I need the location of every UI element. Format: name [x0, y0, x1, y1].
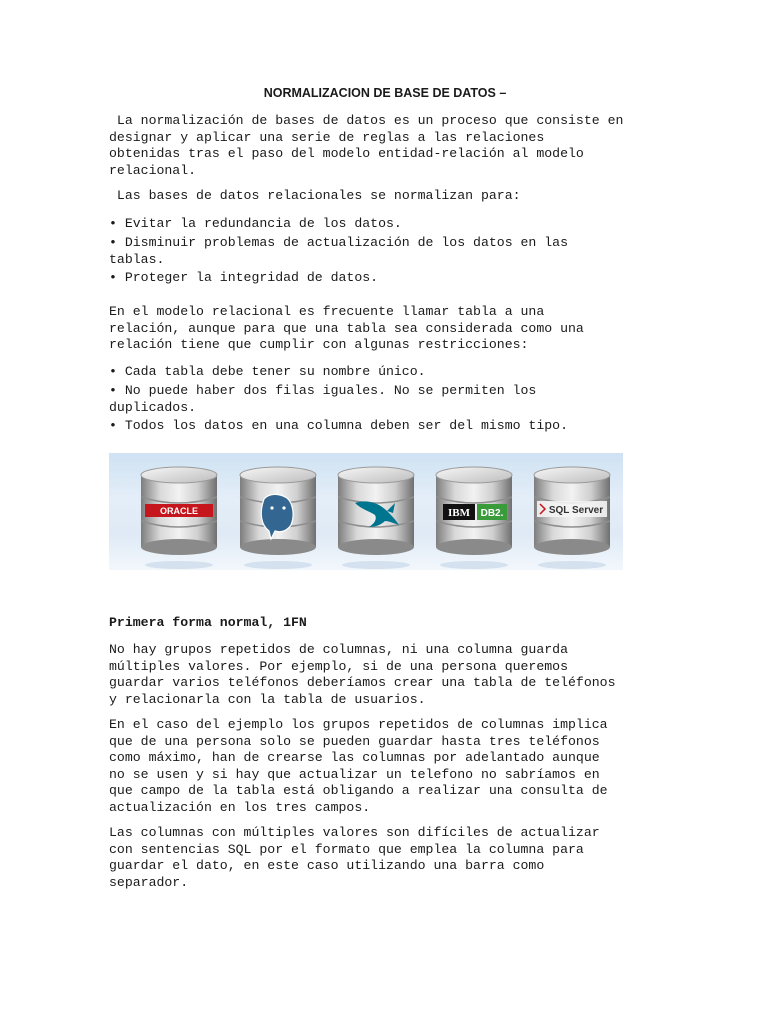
paragraph-1: No hay grupos repetidos de columnas, ni una columna guarda múltiples valores. Por ejemplo, si de una persona queremos guardar varios teléfonos deberíamos crear una tabla de teléfonos y relacionarla con la tabla de usuarios. — [109, 642, 616, 707]
postgresql-database-icon — [240, 467, 316, 569]
sqlserver-logo-text: SQL Server — [548, 505, 604, 516]
intro-paragraph: La normalización de bases de datos es un proceso que consiste en designar y aplicar una serie de reglas a las relaciones obtenidas tras el paso del modelo entidad-relación al modelo relacional. — [109, 113, 624, 178]
restriction-bullet: • Cada tabla debe tener su nombre único. — [109, 364, 426, 379]
purpose-intro: Las bases de datos relacionales se normalizan para: — [109, 188, 521, 203]
paragraph-2: En el caso del ejemplo los grupos repetidos de columnas implica que de una persona solo se pueden guardar hasta tres teléfonos como máximo, han de crearse las columnas por adelantado aunque no se usen y si hay que actualizar un telefono no sabríamos en que campo de la tabla está obligando a realizar una consulta de actualización en los tres campos. — [109, 717, 608, 815]
sqlserver-database-icon — [534, 467, 610, 569]
oracle-logo-text: ORACLE — [160, 506, 198, 516]
relational-paragraph: En el modelo relacional es frecuente llamar tabla a una relación, aunque para que una tabla sea considerada como una relación tiene que cumplir con algunas restricciones: — [109, 304, 584, 352]
oracle-database-icon — [141, 467, 217, 569]
ibm-logo-text: IBM — [448, 507, 470, 519]
database-logos-banner — [109, 453, 623, 570]
restriction-bullet: • No puede haber dos filas iguales. No se permiten los duplicados. — [109, 383, 537, 415]
purpose-bullet: • Proteger la integridad de datos. — [109, 270, 379, 285]
purpose-bullet: • Disminuir problemas de actualización de los datos en las tablas. — [109, 235, 568, 267]
mysql-database-icon — [338, 467, 414, 569]
section-heading: Primera forma normal, 1FN — [109, 615, 307, 630]
db2-logo-text: DB2. — [480, 508, 504, 519]
ibm-db2-database-icon — [436, 467, 512, 569]
paragraph-3: Las columnas con múltiples valores son difíciles de actualizar con sentencias SQL por el formato que emplea la columna para guardar el dato, en este caso utilizando una barra como separador. — [109, 825, 600, 890]
page-title: NORMALIZACION DE BASE DE DATOS – — [263, 86, 507, 100]
purpose-bullet: • Evitar la redundancia de los datos. — [109, 216, 402, 231]
restriction-bullet: • Todos los datos en una columna deben ser del mismo tipo. — [109, 418, 568, 433]
